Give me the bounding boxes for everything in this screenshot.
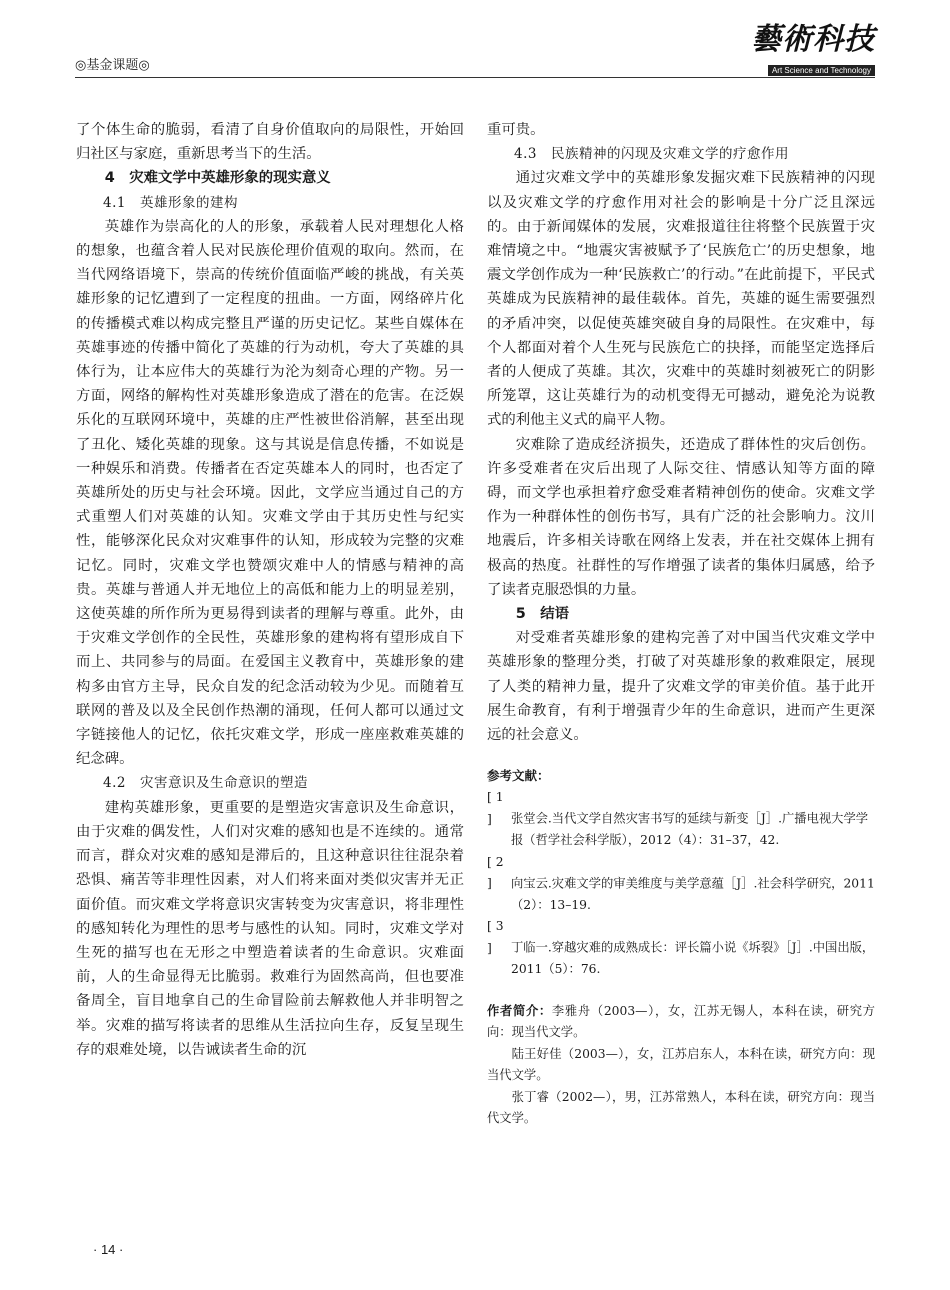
left-column [76,118,464,1062]
heading-section-5: 5 结语 [515,606,569,623]
references-title: 参考文献： [487,768,550,784]
reference-item: [ 2 ] 向宝云.灾难文学的审美维度与美学意蕴［J］.社会科学研究，2011（2）：13–19. [487,854,875,912]
journal-logo-text: 藝術科技 [751,22,875,57]
paragraph-4-3-b: 灾难除了造成经济损失，还造成了群体性的灾后创伤。许多受难者在灾后出现了人际交往、情感认知等方面的障碍，而文学也承担着疗愈受难者精神创伤的使命。灾难文学作为一种群体性的创伤书写，具有广泛的社会影响力。汶川地震后，许多相关诗歌在网络上发表，并在社交媒体上拥有极高的热度。社群性的写作增强了读者的集体归属感，给予了读者克服恐惧的力量。 [487,436,875,598]
paragraph-continued-right: 重可贵。 [487,122,545,138]
paragraph-4-3-a: 通过灾难文学中的英雄形象发掘灾难下民族精神的闪现以及灾难文学的疗愈作用对社会的影响是十分广泛且深远的。由于新闻媒体的发展，灾难报道往往将整个民族置于灾难情境之中。“地震灾害被赋予了‘民族危亡’的历史想象，地震文学创作成为一种‘民族救亡’的行动。”在此前提下，平民式英雄成为民族精神的最佳载体。首先，英雄的诞生需要强烈的矛盾冲突，以促使英雄突破自身的局限性。在灾难中，每个人都面对着个人生死与民族危亡的抉择，而能坚定选择后者的人便成了英雄。其次，灾难中的英雄时刻被死亡的阴影所笼罩，这让英雄行为的动机变得无可撼动，避免沦为说教式的利他主义式的扁平人物。 [487,170,875,429]
author-bio-label: 作者简介： [487,1003,552,1018]
journal-logo [751,22,875,77]
heading-section-4-3: 4.3 民族精神的闪现及灾难文学的疗愈作用 [514,146,789,163]
paragraph-5: 对受难者英雄形象的建构完善了对中国当代灾难文学中英雄形象的整理分类，打破了对英雄形象的救难限定，展现了人类的精神力量，提升了灾难文学的审美价值。基于此开展生命教育，有利于增强青少年的生命意识，进而产生更深远的社会意义。 [487,630,875,744]
heading-section-4-1: 4.1 英雄形象的建构 [103,194,238,211]
reference-item: [ 1 ] 张堂会.当代文学自然灾害书写的延续与新变［J］.广播电视大学学报（哲学社会科学版），2012（4）：31–37，42. [487,790,869,848]
journal-english-name: Art Science and Technology [768,65,875,76]
heading-section-4-2: 4.2 灾害意识及生命意识的塑造 [103,775,308,792]
page-header [75,20,875,80]
author-bio-3: 张丁睿（2002—），男，江苏常熟人，本科在读，研究方向：现当代文学。 [487,1089,875,1126]
reference-item: [ 3 ] 丁临一.穿越灾难的成熟成长：评长篇小说《坼裂》［J］.中国出版，2011（5）：76. [487,919,875,977]
author-bios [487,1001,875,1130]
header-rule [75,77,875,78]
page-number: · 14 · [93,1242,124,1257]
section-tag: ◎基金课题◎ [75,58,150,73]
right-column [487,118,875,1130]
paragraph-4-2: 建构英雄形象，更重要的是塑造灾害意识及生命意识，由于灾难的偶发性，人们对灾难的感知也是不连续的。通常而言，群众对灾难的感知是滞后的，且这种意识往往混杂着恐惧、痛苦等非理性因素，对人们将来面对类似灾害并无正面价值。而灾难文学将意识灾害转变为灾害意识，将非理性的感知转化为理性的思考与感性的认知。同时，灾难文学对生死的描写也在无形之中塑造着读者的生命意识。灾难面前，人的生命显得无比脆弱。救难行为固然高尚，但也要准备周全，盲目地拿自己的生命冒险前去解救他人并非明智之举。灾难的描写将读者的思维从生活拉向生存，反复呈现生存的艰难处境，以告诫读者生命的沉 [76,799,464,1058]
author-bio-1: 作者简介：李雅舟（2003—），女，江苏无锡人，本科在读，研究方向：现当代文学。 [487,1003,875,1040]
paragraph-continued: 了个体生命的脆弱，看清了自身价值取向的局限性，开始回归社区与家庭，重新思考当下的生活。 [76,122,464,163]
paragraph-4-1: 英雄作为崇高化的人的形象，承载着人民对理想化人格的想象，也蕴含着人民对民族伦理价值观的取向。然而，在当代网络语境下，崇高的传统价值面临严峻的挑战，有关英雄形象的记忆遭到了一定程度的扭曲。一方面，网络碎片化的传播模式难以构成完整且严谨的历史记忆。某些自媒体在英雄事迹的传播中简化了英雄的行为动机，夸大了英雄的具体行为，让本应伟大的英雄行为沦为刻奇心理的产物。另一方面，网络的解构性对英雄形象造成了潜在的危害。在泛娱乐化的互联网环境中，英雄的庄严性被世俗消解，甚至出现了丑化、矮化英雄的现象。这与其说是信息传播，不如说是一种娱乐和消费。传播者在否定英雄本人的同时，也否定了英雄所处的历史与社会环境。因此，文学应当通过自己的方式重塑人们对英雄的认知。灾难文学由于其历史性与纪实性，能够深化民众对灾难事件的认知，形成较为完整的灾难记忆。同时，灾难文学也赞颂灾难中人的情感与精神的高贵。英雄与普通人并无地位上的高低和能力上的明显差别，这使英雄的所作所为更易得到读者的理解与尊重。此外，由于灾难文学创作的全民性，英雄形象的建构将有望形成自下而上、共同参与的局面。在爱国主义教育中，英雄形象的建构多由官方主导，民众自发的纪念活动较为少见。而随着互联网的普及以及全民创作热潮的涌现，任何人都可以通过文字链接他人的记忆，依托灾难文学，形成一座座救难英雄的纪念碑。 [76,218,464,768]
heading-section-4: 4 灾难文学中英雄形象的现实意义 [104,170,331,187]
author-bio-2: 陆王好佳（2003—），女，江苏启东人，本科在读，研究方向：现当代文学。 [487,1046,875,1083]
